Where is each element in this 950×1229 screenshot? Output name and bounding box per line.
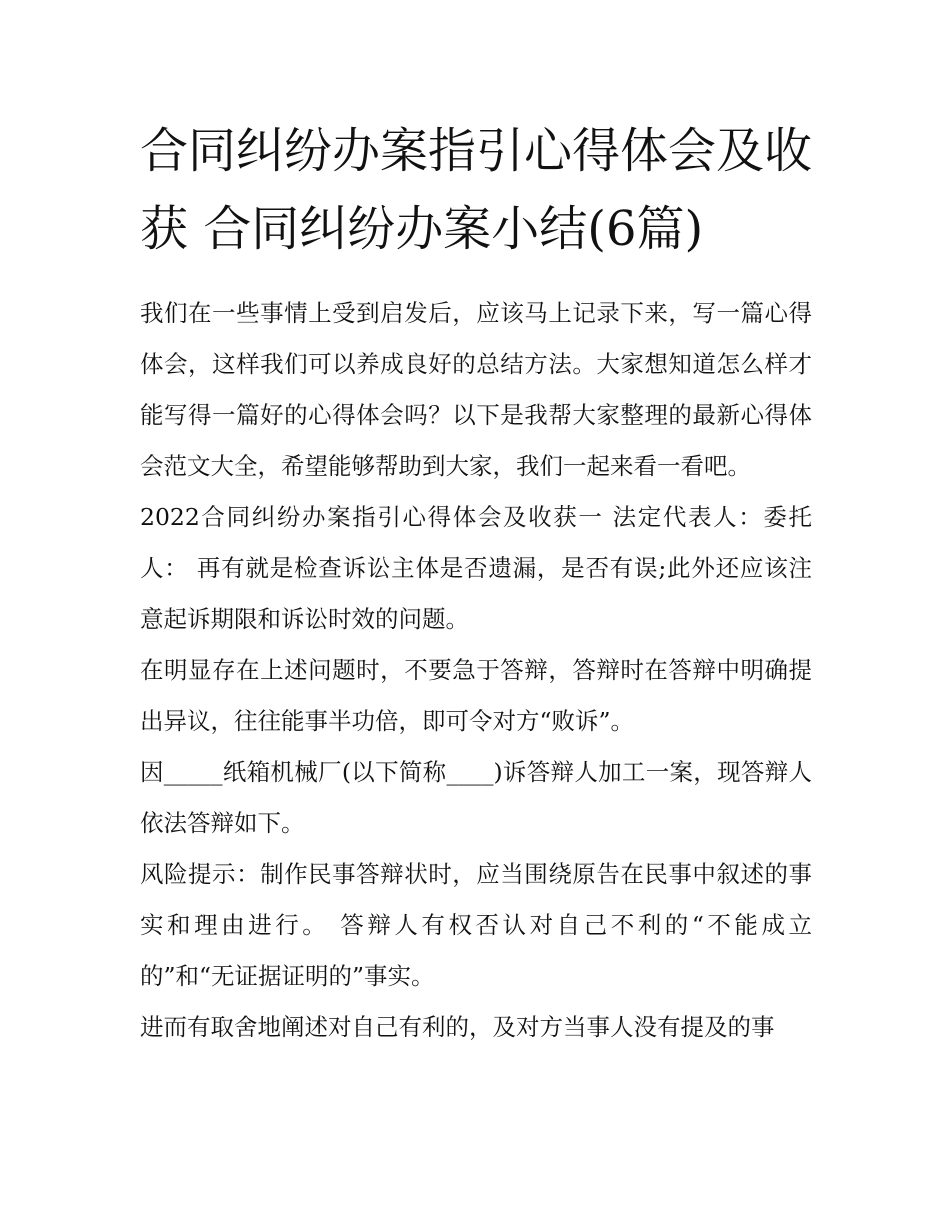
paragraph-continuation: 进而有取舍地阐述对自己有利的，及对方当事人没有提及的事: [140, 1013, 775, 1041]
paragraph-defense: 因_____纸箱机械厂(以下简称____)诉答辩人加工一案，现答辩人依法答辩如下。: [140, 758, 812, 837]
document-title: 合同纠纷办案指引心得体会及收获 合同纠纷办案小结(6篇): [140, 123, 813, 257]
paragraph-intro: 我们在一些事情上受到启发后，应该马上记录下来，写一篇心得体会，这样我们可以养成良好的总结方法。大家想知道怎么样才能写得一篇好的心得体会吗？以下是我帮大家整理的最新心得体会范文大全，希望能够帮助到大家，我们一起来看一看吧。: [140, 299, 812, 480]
paragraph-risk-notice: 风险提示：制作民事答辩状时，应当围绕原告在民事中叙述的事实和理由进行。 答辩人有权否认对自己不利的“不能成立的”和“无证据证明的”事实。: [140, 860, 812, 990]
paragraph-section-one: 2022合同纠纷办案指引心得体会及收获一 法定代表人：委托人： 再有就是检查诉讼主体是否遗漏，是否有误;此外还应该注意起诉期限和诉讼时效的问题。: [140, 503, 812, 633]
paragraph-objection: 在明显存在上述问题时，不要急于答辩，答辩时在答辩中明确提出异议，往往能事半功倍，即可令对方“败诉”。: [140, 656, 812, 735]
document-body: [140, 112, 812, 1053]
